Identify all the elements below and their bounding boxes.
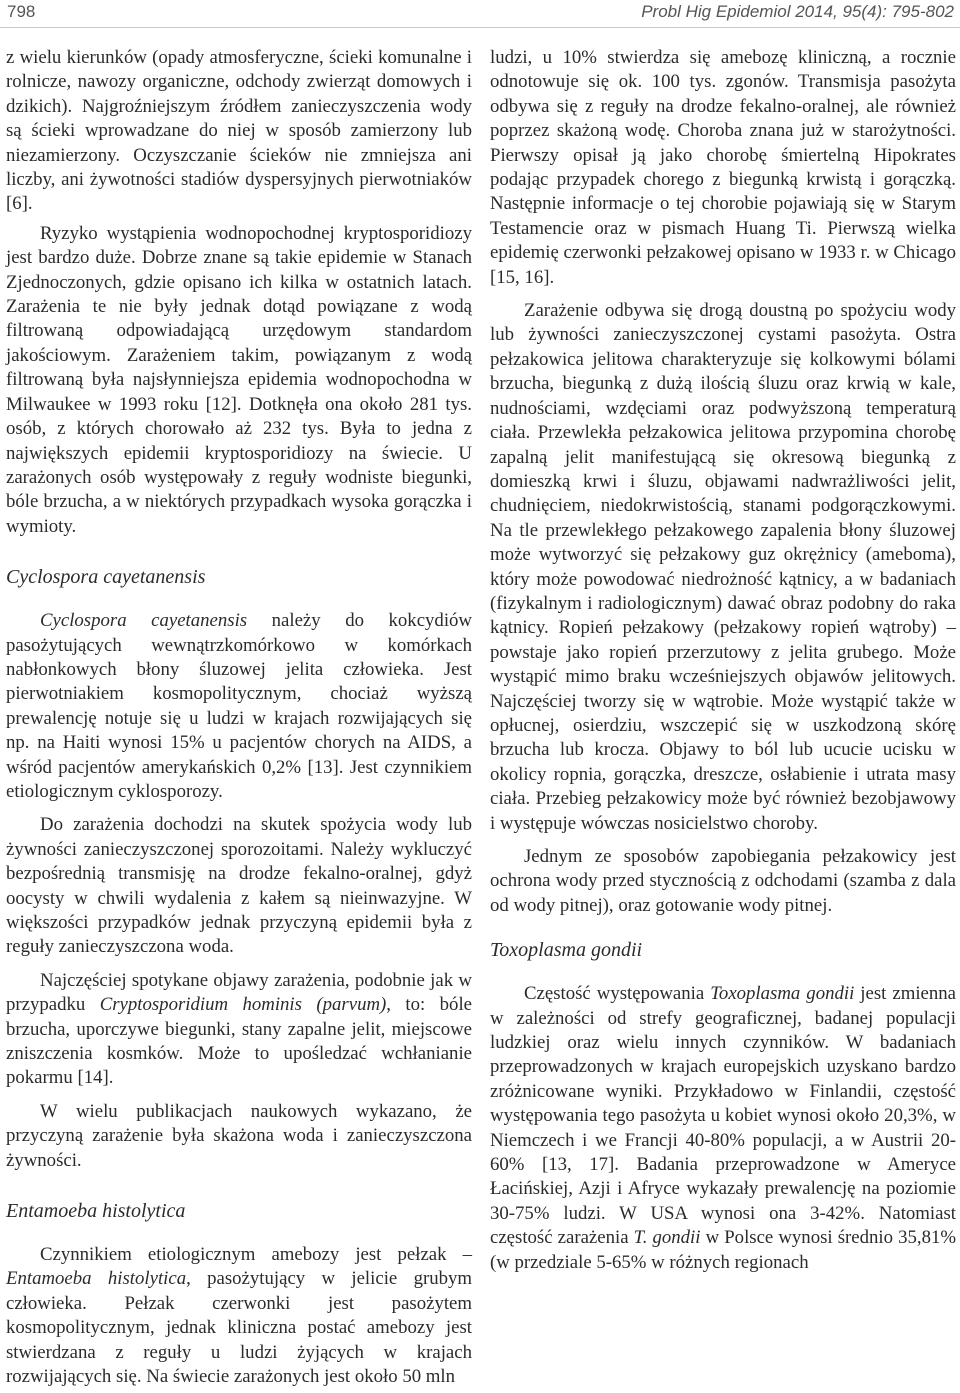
paragraph-entamoeba-intro: Czynnikiem etiologicznym amebozy jest pełzak – Entamoeba histolytica, pasożytujący w jelicie grubym człowieka. Pełzak czerwonki jest pasożytem kosmopolitycznym, jednak kliniczna postać amebozy jest stwierdzana z reguły u ludzi żyjących w krajach rozwijających się. Na świecie zarażonych jest około 50 mln — [6, 1244, 472, 1388]
paragraph-toxoplasma-prevalence: Częstość występowania Toxoplasma gondii jest zmienna w zależności od strefy geograficznej, badanej populacji ludzkiej oraz wielu innych czynników. W badaniach przeprowadzonych w krajach europejskich uzyskano bardzo zróżnicowane wyniki. Przykładowo w Finlandii, częstość występowania tego pasożyta u kobiet wynosi około 20,3%, w Niemczech i we Francji 40-80% populacji, a w Austrii 20-60% [13, 17]. Badania przeprowadzone w Ameryce Łacińskiej, Azji i Afryce wykazały prewalencję na poziomie 30-75% ludzi. W USA wynosi ona 3-42%. Natomiast częstość zarażenia T. gondii w Polsce wynosi średnio 35,81% (w przedziale 5-65% w różnych regionach — [490, 983, 956, 1273]
paragraph-cyclospora-publications: W wielu publikacjach naukowych wykazano, że przyczyną zarażenie była skażona woda i zanieczyszczona żywności. — [6, 1100, 472, 1171]
paragraph-amoebiasis-symptoms: Zarażenie odbywa się drogą doustną po spożyciu wody lub żywności zanieczyszczonej cystami pasożyta. Ostra pełzakowica jelitowa charakteryzuje się kolkowymi bólami brzucha, biegunką z dużą ilością śluzu oraz krwią w kale, nudnościami, wzdęciami oraz podwyższoną temperaturą ciała. Przewlekła pełzakowica jelitowa przypomina chorobę zapalną jelit manifestującą się okresową biegunką z domieszką krwi i śluzu, objawami nadwrażliwości jelit, chudnięciem, niedokrwistością, stanami podgorączkowymi. Na tle przewlekłego pełzakowego zapalenia błony śluzowej może wytworzyć się pełzakowy guz okrężnicy (ameboma), który może powodować niedrożność kątnicy, a w badaniach (fizykalnym i radiologicznym) dawać obraz podobny do raka kątnicy. Ropień pełzakowy (pełzakowy ropień wątroby) – powstaje jako ropień przerzutowy z jelita grubego. Może wystąpić mimo braku wcześniejszych objawów jelitowych. Najczęściej tworzy się w wątrobie. Może wystąpić także w opłucnej, osierdziu, wszczepić się w uszkodzoną skórę brzucha lub krocza. Objawy to ból lub ucucie ucisku w okolicy ropnia, gorączka, dreszcze, osłabienie i utrata masy ciała. Przebieg pełzakowicy może być również bezobjawowy i występuje wówczas nosicielstwo choroby. — [490, 300, 956, 834]
page-number: 798 — [7, 2, 36, 21]
right-column — [490, 46, 956, 1275]
species-name: T. gondii — [633, 1227, 701, 1249]
paragraph-cryptosporidiosis-risk: Ryzyko wystąpienia wodnopochodnej kryptosporidiozy jest bardzo duże. Dobrze znane są takie epidemie w Stanach Zjednoczonych, gdzie opisano ich kilka w ostatnich latach. Zarażenia te nie były jednak dotąd powiązane z wodą filtrowaną odpowiadającą urzędowym standardom jakościowym. Zarażeniem takim, powiązanym z wodą filtrowaną była najsłynniejsza epidemia wodnopochodna w Milwaukee w 1993 roku [12]. Dotknęła ona około 281 tys. osób, z których chorowało aż 232 tys. Była to jedna z największych epidemii kryptosporidiozy na świecie. U zarażonych osób występowały z reguły wodniste biegunki, bóle brzucha, a w niektórych przypadkach wysoka gorączka i wymioty. — [6, 222, 472, 537]
header-rule — [0, 27, 960, 28]
running-header — [0, 0, 960, 30]
section-heading-cyclospora: Cyclospora cayetanensis — [6, 566, 206, 589]
paragraph-cyclospora-symptoms: Najczęściej spotykane objawy zarażenia, podobnie jak w przypadku Cryptosporidium hominis (parvum), to: bóle brzucha, uporczywe biegunki, stany zapalne jelit, miejscowe zniszczenia kosmków. Może to upośledzać wchłanianie pokarmu [14]. — [6, 969, 472, 1089]
paragraph-cyclospora-transmission: Do zarażenia dochodzi na skutek spożycia wody lub żywności zanieczyszczonej sporozoitami. Należy wykluczyć bezpośrednią transmisję na drodze fekalno-oralnej, gdyż oocysty w chwili wydalenia z kałem są nieinwazyjne. W większości przypadków jednak przyczyną epidemii była z reguły zanieczyszczona woda. — [6, 814, 472, 958]
species-name: Entamoeba histolytica — [6, 1268, 187, 1290]
paragraph-amoebiasis-epidemiology: ludzi, u 10% stwierdza się amebozę kliniczną, a rocznie odnotowuje się ok. 100 tys. zgonów. Transmisja pasożyta odbywa się z reguły na drodze fekalno-oralnej, ale również poprzez skażoną wodę. Choroba znana już w starożytności. Pierwszy opisał ją jako chorobę śmiertelną Hipokrates podając przypadek chorego z biegunką krwistą i gorączką. Następnie informacje o tej chorobie pojawiają się w Starym Testamencie oraz w pismach Huang Ti. Pierwszą wielka epidemię czerwonki pełzakowej opisano w 1933 r. w Chicago [15, 16]. — [490, 47, 956, 288]
journal-reference: Probl Hig Epidemiol 2014, 95(4): 795-802 — [641, 2, 954, 21]
species-name: Toxoplasma gondii — [710, 983, 855, 1005]
section-heading-entamoeba: Entamoeba histolytica — [6, 1200, 186, 1223]
paragraph-water-contamination: z wielu kierunków (opady atmosferyczne, ścieki komunalne i rolnicze, nawozy organiczne, odchody zwierząt domowych i dzikich). Najgroźniejszym źródłem zanieczyszczenia wody są ścieki wprowadzane do niej w sposób zamierzony lub niezamierzony. Oczyszczanie ścieków nie zmniejsza ani liczby, ani żywotności stadiów dyspersyjnych pierwotniaków [6]. — [6, 47, 472, 215]
section-heading-toxoplasma: Toxoplasma gondii — [490, 939, 643, 962]
paragraph-cyclospora-intro: Cyclospora cayetanensis należy do kokcydiów pasożytujących wewnątrzkomórkowo w komórkach nabłonkowych błony śluzowej jelita człowieka. Jest pierwotniakiem kosmopolitycznym, chociaż wyższą prewalencję notuje się u ludzi w krajach rozwijających się np. na Haiti wynosi 15% u pacjentów chorych na AIDS, a wśród pacjentów amerykańskich 0,2% [13]. Jest czynnikiem etiologicznym cyklosporozy. — [6, 610, 472, 802]
left-column — [6, 46, 472, 1390]
species-name: Cyclospora cayetanensis — [40, 610, 248, 632]
paragraph-amoebiasis-prevention: Jednym ze sposobów zapobiegania pełzakowicy jest ochrona wody przed stycznością z odchodami (szamba z dala od wody pitnej), oraz gotowanie wody pitnej. — [490, 846, 956, 916]
species-name: Cryptosporidium hominis (parvum) — [99, 994, 387, 1016]
